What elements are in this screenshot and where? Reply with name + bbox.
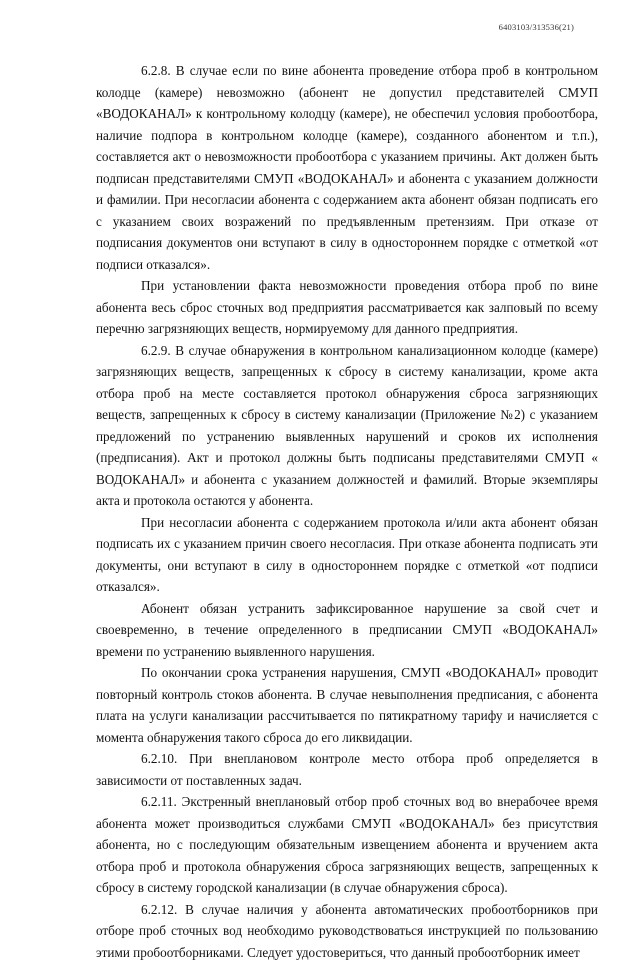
paragraph-disagreement: При несогласии абонента с содержанием протокола и/или акта абонент обязан подписать их с указанием причин своего несогласия. При отказе абонента подписать эти документы, они вступают в силу в одностороннем порядке с отметкой «от подписи отказался». (96, 512, 598, 598)
paragraph-obligation-to-fix: Абонент обязан устранить зафиксированное нарушение за свой счет и своевременно, в течение определенного в предписании СМУП «ВОДОКАНАЛ» времени по устранению выявленного нарушения. (96, 598, 598, 663)
paragraph-6-2-8: 6.2.8. В случае если по вине абонента проведение отбора проб в контрольном колодце (камере) невозможно (абонент не допустил представителей СМУП «ВОДОКАНАЛ» к контрольному колодцу (камере), не обеспечил условия пробоотбора, наличие подпора в контрольном колодце (камере), созданного абонентом и т.п.), составляется акт о невозможности пробоотбора с указанием причины. Акт должен быть подписан представителями СМУП «ВОДОКАНАЛ» и абонента с указанием должности и фамилии. При несогласии абонента с содержанием акта абонент обязан подписать его с указанием своих возражений по предъявленным претензиям. При отказе от подписания документов они вступают в силу в одностороннем порядке с отметкой «от подписи отказался». (96, 60, 598, 275)
paragraph-repeat-control: По окончании срока устранения нарушения, СМУП «ВОДОКАНАЛ» проводит повторный контроль стоков абонента. В случае невыполнения предписания, с абонента плата на услуги канализации рассчитывается по пятикратному тарифу и начисляется с момента обнаружения такого сброса до его ликвидации. (96, 662, 598, 748)
paragraph-impossibility-consequence: При установлении факта невозможности проведения отбора проб по вине абонента весь сброс сточных вод предприятия рассматривается как залповый по всему перечню загрязняющих веществ, нормируемому для данного предприятия. (96, 275, 598, 340)
paragraph-6-2-9: 6.2.9. В случае обнаружения в контрольном канализационном колодце (камере) загрязняющих веществ, запрещенных к сбросу в систему канализации, кроме акта отбора проб на месте составляется протокол обнаружения сброса загрязняющих веществ, запрещенных к сбросу в систему канализации (Приложение №2) с указанием предложений по устранению выявленных нарушений и сроков их исполнения (предписания). Акт и протокол должны быть подписаны представителями СМУП « ВОДОКАНАЛ» и абонента с указанием должностей и фамилий. Вторые экземпляры акта и протокола остаются у абонента. (96, 340, 598, 512)
document-code: 6403103/313536(21) (499, 22, 574, 32)
paragraph-6-2-11: 6.2.11. Экстренный внеплановый отбор проб сточных вод во внерабочее время абонента может производиться службами СМУП «ВОДОКАНАЛ» без присутствия абонента, но с последующим обязательным извещением абонента и вручением акта отбора проб и протокола обнаружения сброса загрязняющих веществ, запрещенных к сбросу в систему городской канализации (в случае обнаружения сброса). (96, 791, 598, 899)
paragraph-6-2-10: 6.2.10. При внеплановом контроле место отбора проб определяется в зависимости от поставленных задач. (96, 748, 598, 791)
paragraph-6-2-12: 6.2.12. В случае наличия у абонента автоматических пробоотборников при отборе проб сточных вод необходимо руководствоваться инструкцией по пользованию этими пробоотборниками. Следует удостовериться, что данный пробоотборник имеет (96, 899, 598, 963)
document-body (96, 60, 598, 963)
